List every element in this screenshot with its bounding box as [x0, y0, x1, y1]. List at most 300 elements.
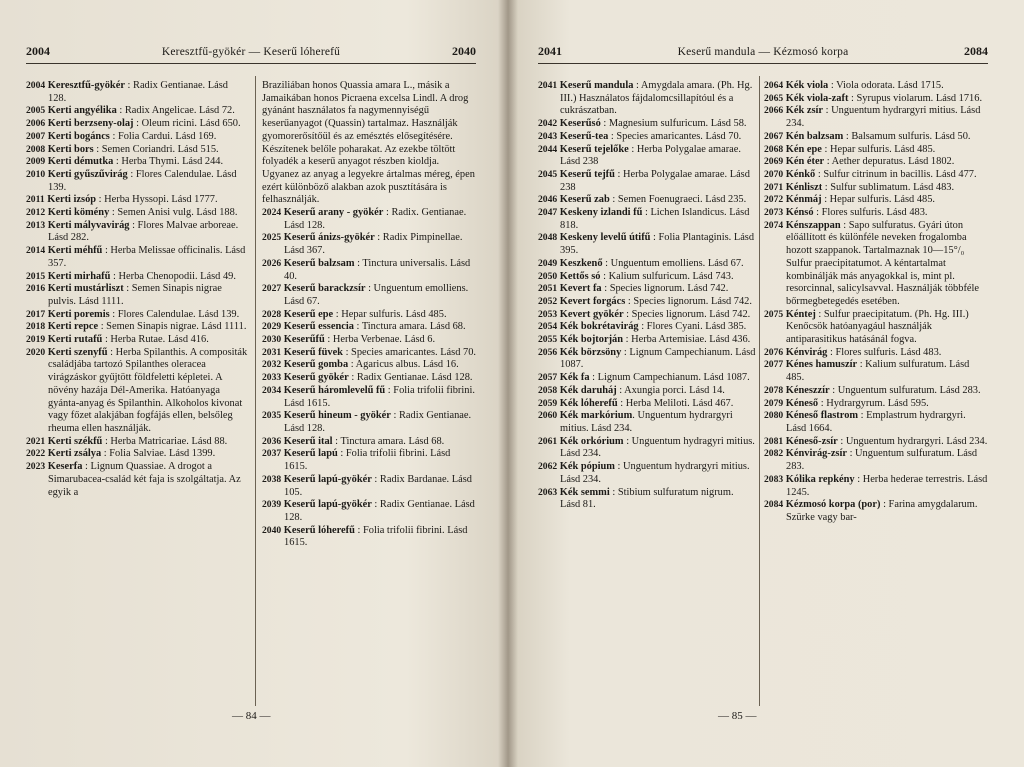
entry-definition: : Radix Gentianae. Lásd 128. — [284, 410, 472, 434]
entry-definition: : Semen Sinapis nigrae. Lásd 1111. — [98, 321, 247, 333]
dictionary-entry — [26, 207, 248, 220]
entry-definition: : Tinctura amara. Lásd 68. — [332, 435, 445, 447]
dictionary-entry — [764, 410, 988, 435]
entry-headword: Kék viola — [785, 80, 829, 91]
entry-headword: Kerti mirhafű — [47, 270, 111, 282]
entry-number: 2034 — [262, 384, 282, 396]
dictionary-entry — [538, 207, 756, 232]
entry-headword: Kettős só — [559, 270, 601, 282]
entry-number: 2071 — [764, 181, 784, 193]
entry-definition: : Herba Spilanthis. A compositák családjába tartozó Spilanthes oleracea virágzáskor gyűjtött földfeletti képletei. A növény hazája Dél-Amerika. Hatóanyaga gyánta-anyag és Spilanthin. Alkoholos kivonat vagy főzet alakjában fogfájás ellen, belsőleg rheuma ellen használják. — [48, 346, 248, 434]
entry-number: 2021 — [26, 435, 46, 447]
entry-definition: : Unguentum hydrargyri mitius. Lásd 234. — [786, 105, 981, 130]
dictionary-entry — [26, 283, 248, 308]
entry-headword: Kén epe — [785, 143, 822, 155]
header-title: Keserű mandula — Kézmosó korpa — [677, 46, 849, 58]
dictionary-entry — [764, 156, 988, 169]
entry-headword: Kerti rutafű — [47, 334, 103, 346]
book-gutter-shadow — [498, 0, 518, 767]
entry-definition: : Kalium sulfuricum. Lásd 743. — [600, 270, 734, 282]
entry-headword: Kék pópium — [559, 461, 615, 473]
entry-headword: Keserűsó — [559, 118, 601, 130]
entry-headword: Kénliszt — [785, 181, 823, 193]
entry-definition: : Emplastrum hydrargyri. Lásd 1664. — [786, 410, 966, 434]
dictionary-entry — [538, 131, 756, 144]
column-divider — [759, 76, 760, 706]
entry-definition: : Radix Pimpinellae. Lásd 367. — [284, 232, 463, 257]
entry-number: 2057 — [538, 372, 558, 384]
entry-number: 2017 — [26, 308, 46, 320]
dictionary-entry — [26, 194, 248, 207]
entry-number: 2062 — [538, 461, 558, 473]
entry-definition: : Kalium sulfuratum. Lásd 485. — [786, 359, 970, 384]
entry-headword: Kék semmi — [559, 486, 610, 498]
entry-headword: Kerti repce — [47, 321, 99, 333]
entry-definition: : Unguentum sulfuratum. Lásd 283. — [786, 448, 978, 473]
entry-headword: Kék bokrétavirág — [559, 321, 639, 333]
entry-definition: : Flores Malvae arboreae. Lásd 282. — [48, 219, 239, 244]
entry-number: 2050 — [538, 270, 558, 282]
entry-headword: Kéntej — [785, 308, 816, 320]
dictionary-entry — [538, 309, 756, 322]
entry-definition: : Semen Foenugraeci. Lásd 235. — [609, 194, 747, 206]
entry-definition: : Unguentum hydragyri mitius. Lásd 234. — [560, 435, 755, 460]
entry-headword: Kéneszzír — [785, 384, 830, 396]
dictionary-entry — [262, 525, 476, 550]
entry-number: 2031 — [262, 346, 282, 358]
entry-definition: Braziliában honos Quassia amara L., másik a Jamaikában honos Picraena excelsa Lindl. A drog gyánánt használatos fa nagymennyiségű keserűanyagot (Quassin) tartalmaz. Használják gyomorerősítőül és az emésztés elősegítésére. Készítenek belőle poharakat. Az ezekbe töltött folyadék a keserű anyagot részben kioldja. Ugyanez az anyag a legyekre ártalmas méreg, épen ezért különböző alakban azok pusztítására is felhasználják. — [262, 80, 475, 206]
dictionary-entry — [26, 334, 248, 347]
entry-definition: : Herba Hyssopi. Lásd 1777. — [96, 194, 218, 206]
entry-number: 2037 — [262, 448, 282, 460]
entry-number: 2018 — [26, 321, 46, 333]
entry-definition: : Folia trifolii fibrini. Lásd 1615. — [284, 524, 468, 549]
dictionary-entry — [26, 436, 248, 449]
dictionary-entry — [262, 385, 476, 410]
page-number: — 85 — — [718, 710, 757, 722]
entry-headword: Keserű lapú-gyökér — [283, 473, 372, 485]
dictionary-entry — [764, 474, 988, 499]
entry-headword: Kénsó — [785, 207, 814, 219]
dictionary-entry — [764, 144, 988, 157]
entry-definition: : Radix. Gentianae. Lásd 128. — [284, 207, 467, 231]
entry-number: 2007 — [26, 130, 46, 142]
dictionary-entry — [764, 398, 988, 411]
entry-headword: Kék börzsöny — [559, 346, 622, 358]
entry-definition: : Hepar sulfuris. Lásd 485. — [821, 194, 936, 206]
dictionary-entry — [764, 93, 988, 106]
dictionary-entry — [538, 169, 756, 194]
right-page — [508, 0, 1024, 767]
entry-headword: Kén éter — [785, 156, 825, 168]
dictionary-entry — [538, 385, 756, 398]
entry-number: 2006 — [26, 118, 46, 130]
entry-number: 2049 — [538, 257, 558, 269]
entry-number: 2077 — [764, 359, 784, 371]
dictionary-entry — [26, 156, 248, 169]
entry-headword: Kék lóherefű — [559, 397, 618, 409]
dictionary-entry — [538, 271, 756, 284]
entry-definition: : Folia trifolii fibrini. Lásd 1615. — [284, 384, 475, 409]
entry-number: 2029 — [262, 321, 282, 333]
entry-number: 2033 — [262, 372, 282, 384]
entry-number: 2070 — [764, 168, 784, 180]
entry-headword: Kénkő — [785, 168, 816, 180]
entry-definition: : Balsamum sulfuris. Lásd 50. — [843, 130, 971, 142]
entry-definition: : Flores Calendulae. Lásd 139. — [109, 308, 240, 320]
entry-number: 2022 — [26, 448, 46, 460]
entry-definition: : Amygdala amara. (Ph. Hg. III.) Használatos fájdalomcsillapítóul és a cukrászatban. — [560, 80, 753, 117]
entry-definition: : Radix Gentianae. Lásd 128. — [284, 499, 475, 523]
entry-number: 2014 — [26, 245, 46, 257]
entry-number: 2060 — [538, 410, 558, 422]
entry-number: 2036 — [262, 435, 282, 447]
dictionary-entry — [262, 410, 476, 435]
entry-definition: : Aether depuratus. Lásd 1802. — [824, 156, 955, 168]
entry-headword: Keserű hineum - gyökér — [283, 410, 391, 422]
entry-number: 2066 — [764, 105, 784, 117]
entry-definition: : Unguentum emolliens. Lásd 67. — [284, 283, 469, 307]
header-entry-start: 2041 — [538, 44, 562, 58]
entry-number: 2012 — [26, 207, 46, 219]
header-rule — [26, 63, 476, 64]
dictionary-entry — [26, 80, 248, 105]
entry-headword: Kerti démutka — [47, 156, 114, 168]
entry-headword: Keszkenő — [559, 257, 603, 269]
dictionary-entry — [26, 347, 248, 436]
entry-definition: . Unguentum hydrargyri mitius. Lásd 234. — [560, 410, 733, 434]
dictionary-entry — [764, 448, 988, 473]
dictionary-entry — [26, 144, 248, 157]
entry-number: 2083 — [764, 473, 784, 485]
entry-number: 2041 — [538, 80, 558, 91]
entry-number: 2046 — [538, 194, 558, 206]
entry-headword: Keserfa — [47, 461, 83, 473]
entry-definition: : Species lignorum. Lásd 742. — [623, 308, 751, 320]
entry-number: 2064 — [764, 80, 784, 91]
entry-headword: Kerti berzseny-olaj — [47, 118, 134, 130]
dictionary-entry — [538, 410, 756, 435]
dictionary-entry — [26, 448, 248, 461]
entry-definition: : Unguentum emolliens. Lásd 67. — [602, 257, 744, 269]
dictionary-entry — [262, 258, 476, 283]
entry-number: 2080 — [764, 410, 784, 422]
entry-definition: : Herba Polygalae amarae. Lásd 238 — [560, 143, 741, 168]
entry-definition: : Semen Sinapis nigrae pulvis. Lásd 1111. — [48, 283, 222, 307]
entry-definition: : Syrupus violarum. Lásd 1716. — [848, 92, 983, 104]
entry-number: 2043 — [538, 130, 558, 142]
dictionary-entry — [538, 347, 756, 372]
entry-number: 2025 — [262, 232, 282, 244]
entry-number: 2026 — [262, 257, 282, 269]
entry-number: 2069 — [764, 156, 784, 168]
dictionary-entry — [538, 258, 756, 271]
dictionary-entry — [262, 309, 476, 322]
entry-headword: Kéneső — [785, 397, 819, 409]
entry-number: 2075 — [764, 308, 784, 320]
entry-headword: Kénmáj — [785, 194, 822, 206]
entry-definition: : Herba Melissae officinalis. Lásd 357. — [48, 245, 246, 269]
entry-headword: Kerti székfű — [47, 435, 103, 447]
page-number: — 84 — — [232, 710, 271, 722]
dictionary-entry — [26, 271, 248, 284]
entry-headword: Kénvirág — [785, 346, 828, 358]
header-entry-start: 2004 — [26, 44, 50, 58]
entry-number: 2051 — [538, 283, 558, 295]
entry-headword: Kerti méhfű — [47, 245, 103, 257]
entry-headword: Keserű barackzsír — [283, 283, 366, 295]
entry-headword: Keserű-tea — [559, 130, 609, 142]
entry-headword: Keserű mandula — [559, 80, 634, 91]
entry-definition: : Folia trifolii fibrini. Lásd 1615. — [284, 448, 451, 473]
entry-definition: : Folia Plantaginis. Lásd 395. — [560, 232, 755, 257]
entry-number: 2015 — [26, 270, 46, 282]
dictionary-entry — [26, 169, 248, 194]
entry-number: 2040 — [262, 524, 282, 536]
entry-headword: Keserű ánizs-gyökér — [283, 232, 375, 244]
entry-number: 2072 — [764, 194, 784, 206]
entry-definition: : Folia Salviae. Lásd 1399. — [101, 448, 216, 460]
dictionary-entry — [538, 321, 756, 334]
entry-headword: Kék viola-zaft — [785, 92, 849, 104]
dictionary-entry — [26, 245, 248, 270]
dictionary-entry — [262, 80, 476, 207]
dictionary-entry — [26, 220, 248, 245]
entry-number: 2010 — [26, 168, 46, 180]
entry-headword: Kevert fa — [559, 283, 602, 295]
entry-headword: Kék fa — [559, 372, 590, 384]
header-rule — [538, 63, 988, 64]
entry-headword: Kék orkórium — [559, 435, 624, 447]
entry-number: 2056 — [538, 346, 558, 358]
entry-definition: : Species amaricantes. Lásd 70. — [608, 130, 742, 142]
entry-headword: Keserű arany - gyökér — [283, 207, 384, 219]
entry-number: 2027 — [262, 283, 282, 295]
entry-number: 2055 — [538, 334, 558, 346]
header-entry-end: 2040 — [452, 44, 476, 58]
entry-definition: : Herba Matricariae. Lásd 88. — [102, 435, 228, 447]
entry-number: 2008 — [26, 143, 46, 155]
entry-number: 2044 — [538, 143, 558, 155]
dictionary-entry — [262, 448, 476, 473]
entry-definition: : Hepar sulfuris. Lásd 485. — [333, 308, 447, 320]
entry-definition: : Tinctura amara. Lásd 68. — [353, 321, 466, 333]
dictionary-entry — [538, 436, 756, 461]
entry-headword: Kén balzsam — [785, 130, 844, 142]
dictionary-entry — [262, 372, 476, 385]
dictionary-entry — [262, 499, 476, 524]
dictionary-entry — [538, 296, 756, 309]
entry-headword: Kéneső flastrom — [785, 410, 859, 422]
entry-definition: : Radix Gentianae. Lásd 128. — [348, 372, 473, 384]
entry-headword: Keserű gomba — [283, 359, 349, 371]
entry-headword: Keskeny izlandi fű — [559, 207, 643, 219]
entry-headword: Keserű tejfű — [559, 168, 615, 180]
entry-headword: Kénvirág-zsír — [785, 448, 847, 460]
entry-headword: Kevert gyökér — [559, 308, 624, 320]
entry-definition: : Viola odorata. Lásd 1715. — [828, 80, 944, 91]
entry-definition: : Species amaricantes. Lásd 70. — [342, 346, 476, 358]
entry-definition: : Herba hederae terrestris. Lásd 1245. — [786, 473, 988, 498]
entry-number: 2065 — [764, 92, 784, 104]
entry-definition: : Flores Cyani. Lásd 385. — [638, 321, 747, 333]
entry-definition: : Species lignorum. Lásd 742. — [601, 283, 729, 295]
entry-definition: : Unguentum hydrargyri mitius. Lásd 234. — [560, 461, 750, 485]
dictionary-entry — [538, 194, 756, 207]
dictionary-entry — [764, 80, 988, 93]
entry-number: 2063 — [538, 486, 558, 498]
entry-headword: Kék markórium — [559, 410, 633, 422]
entry-definition: : Lichen Islandicus. Lásd 818. — [560, 207, 750, 231]
dictionary-entry — [764, 131, 988, 144]
entry-definition: : Sulfur praecipitatum. (Ph. Hg. III.) Kenőcsök hatóanyagául használják antiparasitikus hatásánál fogva. — [786, 308, 969, 346]
dictionary-entry — [262, 474, 476, 499]
entry-number: 2020 — [26, 346, 46, 358]
entry-number: 2082 — [764, 448, 784, 460]
right-column-1 — [538, 80, 756, 512]
entry-definition: : Herba Thymi. Lásd 244. — [113, 156, 224, 168]
entry-headword: Keserű lapú-gyökér — [283, 499, 372, 511]
entry-headword: Kerti bogáncs — [47, 130, 110, 142]
dictionary-entry — [262, 321, 476, 334]
entry-headword: Kerti mályvavirág — [47, 219, 130, 231]
entry-headword: Keskeny levelű útifű — [559, 232, 651, 244]
entry-headword: Kerti mustárliszt — [47, 283, 124, 295]
entry-number: 2016 — [26, 283, 46, 295]
dictionary-entry — [26, 461, 248, 499]
dictionary-entry — [764, 220, 988, 309]
dictionary-entry — [26, 309, 248, 322]
entry-definition: : Flores sulfuris. Lásd 483. — [813, 207, 928, 219]
dictionary-entry — [538, 144, 756, 169]
entry-headword: Kénszappan — [785, 219, 841, 231]
entry-number: 2032 — [262, 359, 282, 371]
entry-headword: Kevert forgács — [559, 295, 626, 307]
entry-headword: Keserű lapú — [283, 448, 338, 460]
entry-number: 2011 — [26, 194, 45, 206]
left-page — [0, 0, 508, 767]
entry-number: 2053 — [538, 308, 558, 320]
dictionary-entry — [262, 359, 476, 372]
entry-number: 2045 — [538, 168, 558, 180]
entry-number: 2038 — [262, 473, 282, 485]
dictionary-entry — [764, 347, 988, 360]
entry-number: 2076 — [764, 346, 784, 358]
dictionary-entry — [538, 372, 756, 385]
entry-headword: Kék daruháj — [559, 384, 617, 396]
entry-definition: : Sulfur citrinum in bacillis. Lásd 477. — [815, 168, 977, 180]
entry-definition: : Hydrargyrum. Lásd 595. — [818, 397, 929, 409]
entry-number: 2084 — [764, 499, 784, 511]
entry-definition: : Lignum Campechianum. Lásd 1087. — [589, 372, 750, 384]
entry-number: 2079 — [764, 397, 784, 409]
entry-definition: : Oleum ricini. Lásd 650. — [133, 118, 241, 130]
header-title: Keresztfű-gyökér — Keserű lóherefű — [161, 46, 341, 58]
entry-headword: Kerti gyűszűvirág — [47, 168, 128, 180]
entry-definition: : Stibium sulfuratum nigrum. Lásd 81. — [560, 486, 734, 511]
dictionary-entry — [262, 347, 476, 360]
entry-definition: : Herba Chenopodii. Lásd 49. — [110, 270, 236, 282]
left-column-2 — [262, 80, 476, 550]
entry-headword: Keserű zab — [559, 194, 610, 206]
entry-headword: Kerti zsálya — [47, 448, 102, 460]
entry-headword: Keserűfű — [283, 334, 325, 346]
entry-headword: Keresztfű-gyökér — [47, 80, 125, 91]
entry-headword: Kénes hamuszír — [785, 359, 858, 371]
dictionary-entry — [26, 118, 248, 131]
dictionary-entry — [764, 309, 988, 347]
dictionary-entry — [538, 118, 756, 131]
dictionary-entry — [26, 105, 248, 118]
dictionary-entry — [764, 385, 988, 398]
entry-number: 2078 — [764, 384, 784, 396]
dictionary-entry — [764, 207, 988, 220]
dictionary-entry — [262, 232, 476, 257]
entry-number: 2052 — [538, 295, 558, 307]
entry-number: 2058 — [538, 384, 558, 396]
entry-definition: : Herba Polygalae amarae. Lásd 238 — [560, 168, 750, 193]
entry-number: 2067 — [764, 130, 784, 142]
entry-headword: Keserű ital — [283, 435, 333, 447]
dictionary-entry — [262, 207, 476, 232]
entry-headword: Kerti bors — [47, 143, 94, 155]
entry-number: 2028 — [262, 308, 282, 320]
entry-definition: : Herba Meliloti. Lásd 467. — [617, 397, 734, 409]
entry-definition: : Species lignorum. Lásd 742. — [625, 295, 752, 307]
entry-number: 2019 — [26, 334, 46, 346]
dictionary-entry — [764, 182, 988, 195]
dictionary-entry — [262, 334, 476, 347]
entry-headword: Kólika repkény — [785, 473, 855, 485]
dictionary-entry — [538, 80, 756, 118]
entry-definition: : Radix Angelicae. Lásd 72. — [116, 105, 235, 117]
entry-definition: : Magnesium sulfuricum. Lásd 58. — [600, 118, 747, 130]
entry-headword: Keserű háromlevelű fű — [283, 384, 386, 396]
entry-definition: : Semen Anisi vulg. Lásd 188. — [109, 207, 238, 219]
entry-definition: : Herba Artemisiae. Lásd 436. — [623, 334, 751, 346]
entry-headword: Kerti angyélika — [47, 105, 117, 117]
dictionary-entry — [26, 131, 248, 144]
dictionary-entry — [262, 283, 476, 308]
entry-definition: : Farina amygdalarum. Szürke vagy bar- — [786, 499, 978, 523]
entry-definition: : Folia Cardui. Lásd 169. — [109, 130, 217, 142]
dictionary-entry — [538, 398, 756, 411]
entry-headword: Kerti poremis — [47, 308, 110, 320]
entry-definition: : Unguentum hydrargyri. Lásd 234. — [837, 435, 988, 447]
entry-headword: Keserű epe — [283, 308, 334, 320]
entry-headword: Keserű essencia — [283, 321, 354, 333]
header-entry-end: 2084 — [963, 44, 988, 58]
dictionary-entry — [764, 194, 988, 207]
entry-number: 2068 — [764, 143, 784, 155]
entry-number: 2039 — [262, 499, 282, 511]
dictionary-entry — [764, 499, 988, 524]
entry-number: 2013 — [26, 219, 46, 231]
entry-number: 2054 — [538, 321, 558, 333]
entry-definition: : Agaricus albus. Lásd 16. — [348, 359, 459, 371]
entry-number: 2047 — [538, 207, 558, 219]
dictionary-entry — [764, 436, 988, 449]
entry-number: 2024 — [262, 207, 282, 219]
entry-headword: Keserű balzsam — [283, 257, 355, 269]
left-page-header — [26, 44, 476, 62]
entry-headword: Keserű füvek — [283, 346, 343, 358]
dictionary-entry — [262, 436, 476, 449]
entry-number: 2005 — [26, 105, 46, 117]
entry-definition: : Semen Coriandri. Lásd 515. — [93, 143, 219, 155]
right-column-2 — [764, 80, 988, 525]
entry-definition: : Flores sulfuris. Lásd 483. — [827, 346, 942, 358]
